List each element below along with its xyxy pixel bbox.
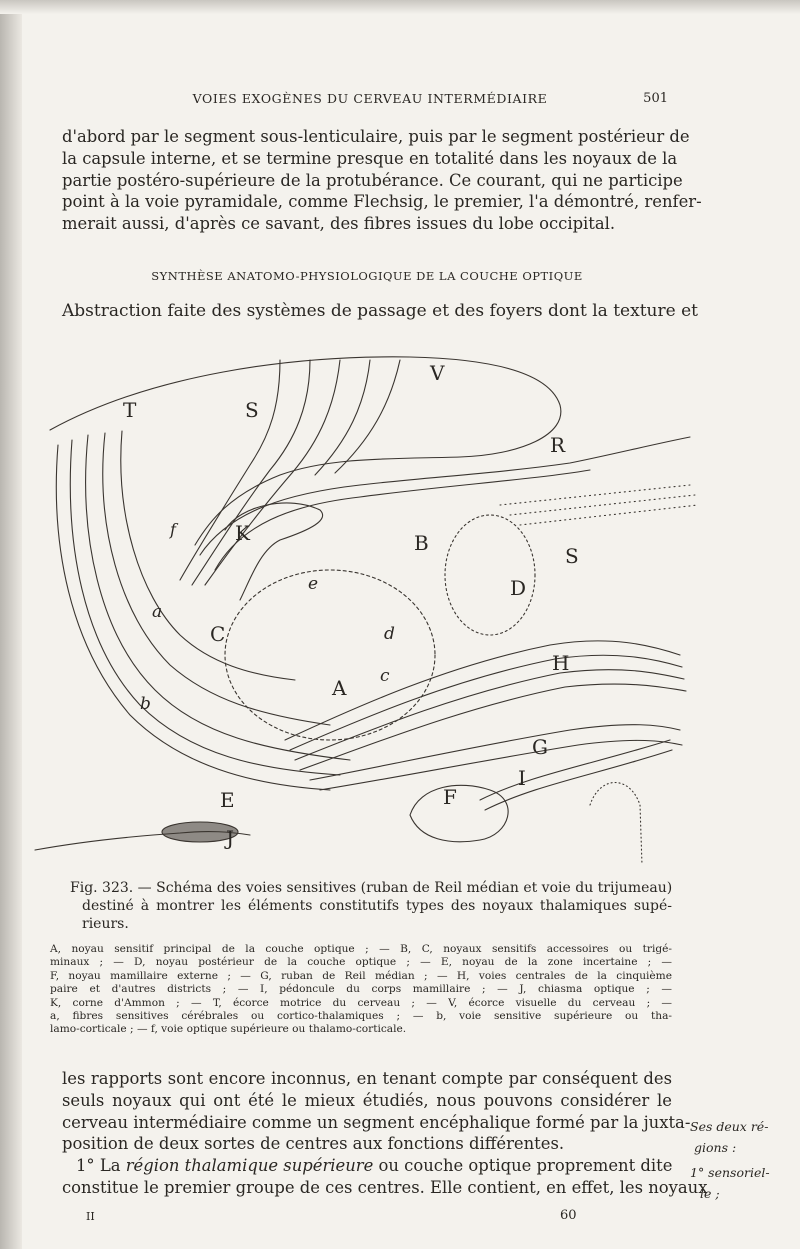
margin-note-line: Ses deux ré- bbox=[690, 1119, 769, 1134]
caption-line: rieurs. bbox=[82, 916, 129, 932]
text-line: les rapports sont encore inconnus, en tenant compte par conséquent des bbox=[62, 1069, 672, 1088]
label-f: f bbox=[170, 520, 176, 539]
striation bbox=[500, 485, 690, 505]
text-line: d'abord par le segment sous-lenticulaire, puis par le segment postérieur de bbox=[62, 127, 690, 146]
posterior-nucleus bbox=[445, 515, 535, 635]
lemniscus-bundle bbox=[310, 725, 680, 780]
cortex-fibre bbox=[121, 431, 295, 680]
text-line-mixed bbox=[62, 1155, 672, 1177]
page-number: 501 bbox=[643, 91, 668, 106]
legend-line: paire et d'autres districts ; — I, pédoncule du corps mamillaire ; — J, chiasma optique ; — bbox=[50, 983, 672, 996]
margin-note-line: le ; bbox=[700, 1186, 720, 1201]
visual-fibre bbox=[180, 360, 280, 580]
ventricle-contour-lower bbox=[215, 470, 590, 570]
running-head: VOIES EXOGÈNES DU CERVEAU INTERMÉDIAIRE bbox=[192, 91, 548, 106]
label-S-right: S bbox=[565, 544, 579, 568]
paragraph-1 bbox=[62, 126, 702, 235]
legend-line: a, fibres sensitives cérébrales ou cortico-thalamiques ; — b, voie sensitive supérieure ou tha- bbox=[50, 1010, 672, 1023]
text-fragment: ou couche optique proprement dite bbox=[373, 1156, 673, 1176]
margin-note-1 bbox=[690, 1116, 768, 1158]
label-d: d bbox=[384, 624, 395, 644]
margin-note-line: 1° sensoriel- bbox=[690, 1165, 770, 1180]
footer-number: 60 bbox=[560, 1208, 577, 1223]
label-F: F bbox=[443, 785, 457, 809]
legend-line: K, corne d'Ammon ; — T, écorce motrice du cerveau ; — V, écorce visuelle du cerveau ; — bbox=[50, 996, 672, 1009]
label-B: B bbox=[414, 531, 429, 555]
paragraph-2 bbox=[62, 301, 698, 323]
striation bbox=[510, 495, 695, 515]
section-title: SYNTHÈSE ANATOMO-PHYSIOLOGIQUE DE LA COUCHE OPTIQUE bbox=[151, 269, 583, 283]
legend-line: minaux ; — D, noyau postérieur de la couche optique ; — E, noyau de la zone incertaine ; — bbox=[50, 956, 672, 969]
footer-signature: II bbox=[86, 1210, 95, 1223]
label-H: H bbox=[552, 651, 570, 675]
label-c: c bbox=[380, 666, 390, 686]
text-line: merait aussi, d'après ce savant, des fibres issues du lobe occipital. bbox=[62, 214, 616, 234]
text-line: constitue le premier groupe de ces centres. Elle contient, en effet, les noyaux bbox=[62, 1177, 708, 1197]
label-e: e bbox=[308, 574, 319, 594]
striation bbox=[520, 505, 698, 525]
label-I: I bbox=[518, 766, 526, 790]
label-G: G bbox=[532, 735, 548, 759]
text-line: partie postéro-supérieure de la protubérance. Ce courant, qui ne participe bbox=[62, 170, 683, 190]
page-edge-shadow bbox=[0, 0, 22, 1249]
mamillary-peduncle bbox=[480, 740, 670, 800]
legend-line: lamo-corticale ; — f, voie optique supérieure ou thalamo-corticale. bbox=[50, 1023, 407, 1036]
label-C: C bbox=[210, 622, 226, 646]
page-top-shadow bbox=[0, 0, 800, 14]
caption-line: Fig. 323. — Schéma des voies sensitives (ruban de Reil médian et voie du trijumeau) bbox=[70, 880, 673, 896]
ventricle-contour bbox=[200, 437, 690, 555]
thalamus-nucleus bbox=[225, 570, 435, 740]
label-D: D bbox=[510, 576, 527, 600]
text-line: la capsule interne, et se termine presque en totalité dans les noyaux de la bbox=[62, 148, 678, 168]
label-J: J bbox=[226, 826, 235, 850]
lemniscus-bundle bbox=[295, 670, 684, 760]
text-fragment: 1° La bbox=[76, 1156, 126, 1176]
text-line: position de deux sortes de centres aux fonctions différentes. bbox=[62, 1134, 565, 1154]
legend-line: A, noyau sensitif principal de la couche optique ; — B, C, noyaux sensitifs accessoires ou trigé- bbox=[50, 943, 672, 955]
text-line: Abstraction faite des systèmes de passage et des foyers dont la texture et bbox=[62, 301, 698, 321]
label-A: A bbox=[332, 676, 347, 700]
label-b: b bbox=[140, 694, 151, 714]
visual-fibre bbox=[205, 360, 340, 585]
figure-323-diagram bbox=[30, 345, 710, 870]
label-a: a bbox=[152, 602, 163, 622]
label-T: T bbox=[123, 398, 137, 422]
cortex-fibre bbox=[103, 433, 330, 725]
striation bbox=[590, 783, 642, 866]
cortex-fibre bbox=[86, 435, 350, 760]
legend-line: F, noyau mamillaire externe ; — G, ruban de Reil médian ; — H, voies centrales de la cinquième bbox=[50, 969, 672, 982]
label-E: E bbox=[220, 788, 235, 812]
hemisphere-contour bbox=[50, 357, 561, 545]
label-S-upper: S bbox=[245, 398, 259, 422]
lemniscus-bundle bbox=[300, 684, 686, 770]
visual-fibre bbox=[315, 360, 370, 475]
text-line: seuls noyaux qui ont été le mieux étudiés, nous pouvons considérer le bbox=[62, 1090, 672, 1110]
lemniscus-bundle bbox=[320, 740, 682, 790]
text-line: cerveau intermédiaire comme un segment encéphalique formé par la juxta- bbox=[62, 1112, 691, 1132]
margin-note-2 bbox=[690, 1162, 770, 1204]
paragraph-3 bbox=[62, 1068, 708, 1199]
label-V: V bbox=[430, 361, 445, 385]
label-K: K bbox=[235, 521, 250, 545]
label-R: R bbox=[550, 433, 566, 457]
margin-note-line: gions : bbox=[694, 1140, 737, 1155]
figure-legend bbox=[50, 943, 672, 1037]
figure-caption bbox=[70, 879, 672, 933]
mamillary-peduncle bbox=[485, 750, 672, 810]
caption-line: destiné à montrer les éléments constitutifs types des noyaux thalamiques supé- bbox=[82, 898, 672, 914]
text-line: point à la voie pyramidale, comme Flechsig, le premier, l'a démontré, renfer- bbox=[62, 192, 702, 212]
italic-term: région thalamique supérieure bbox=[125, 1156, 374, 1176]
